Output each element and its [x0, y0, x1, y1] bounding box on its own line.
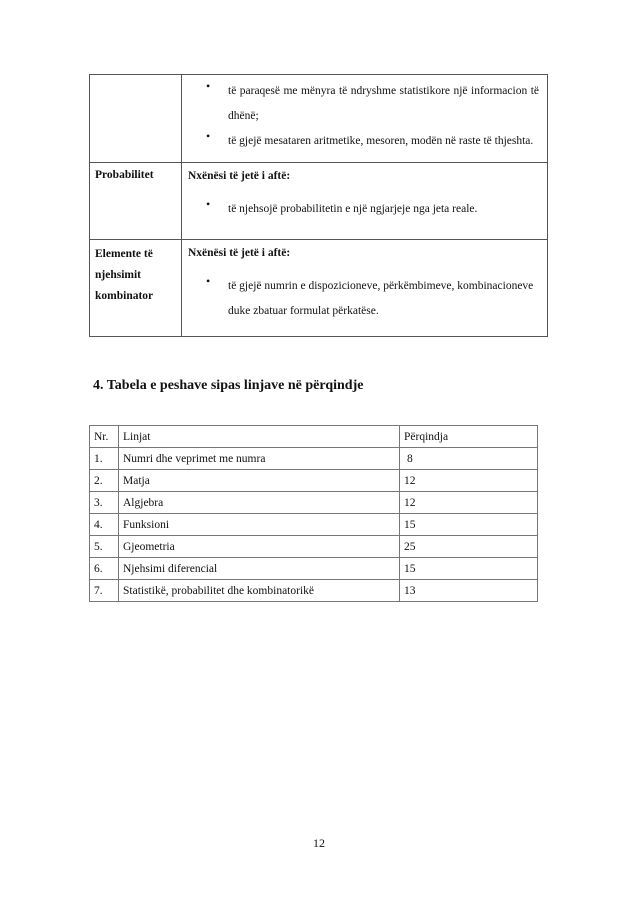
row-line: Matja: [119, 470, 400, 492]
competence-row-combinatorics: [90, 240, 548, 337]
row-number: 7.: [90, 580, 119, 602]
row-line: Funksioni: [119, 514, 400, 536]
bullet-item: [188, 79, 539, 129]
competence-row-statistics: [90, 75, 548, 163]
row-number: 2.: [90, 470, 119, 492]
table-row: [90, 470, 538, 492]
bullet-icon: •: [206, 274, 211, 288]
table-row: [90, 558, 538, 580]
row-number: 3.: [90, 492, 119, 514]
table-row: [90, 580, 538, 602]
row-line: Gjeometria: [119, 536, 400, 558]
competence-content-cell: [182, 240, 548, 337]
bullet-text: të gjejë numrin e dispozicioneve, përkëmbimeve, kombinacioneve duke zbatuar formulat përkatëse.: [228, 280, 534, 317]
header-nr: Nr.: [90, 426, 119, 448]
row-percent: 13: [400, 580, 538, 602]
row-label: Probabilitet: [90, 163, 182, 240]
empty-label-cell: [90, 75, 182, 163]
intro-text: Nxënësi të jetë i aftë:: [188, 247, 291, 259]
table-row: [90, 448, 538, 470]
table-row: [90, 514, 538, 536]
bullet-item: [188, 129, 539, 154]
bullet-icon: •: [206, 79, 211, 93]
page-number: 12: [313, 836, 325, 850]
table-row: [90, 536, 538, 558]
row-line: Algjebra: [119, 492, 400, 514]
header-perqindja: Përqindja: [400, 426, 538, 448]
bullet-item: [188, 197, 539, 222]
competence-table: [89, 74, 548, 337]
label-line: Elemente të: [95, 248, 153, 260]
bullet-text: të njehsojë probabilitetin e një ngjarjeje nga jeta reale.: [228, 203, 478, 215]
competence-row-probability: [90, 163, 548, 240]
bullet-icon: •: [206, 129, 211, 143]
row-number: 4.: [90, 514, 119, 536]
section-heading: 4. Tabela e peshave sipas linjave në përqindje: [93, 378, 364, 393]
bullet-text: të gjejë mesataren aritmetike, mesoren, modën në raste të thjeshta.: [228, 135, 534, 147]
row-percent: 12: [400, 492, 538, 514]
bullet-icon: •: [206, 197, 211, 211]
row-line: Statistikë, probabilitet dhe kombinatorikë: [119, 580, 400, 602]
table-row: [90, 492, 538, 514]
competence-content-cell: [182, 75, 548, 163]
bullet-item: [188, 274, 539, 324]
label-line: njehsimit: [95, 269, 141, 281]
header-linjat: Linjat: [119, 426, 400, 448]
row-number: 6.: [90, 558, 119, 580]
weights-table: [89, 425, 538, 602]
row-percent: 25: [400, 536, 538, 558]
row-label: [90, 240, 182, 337]
competence-content-cell: [182, 163, 548, 240]
row-line: Numri dhe veprimet me numra: [119, 448, 400, 470]
row-line: Njehsimi diferencial: [119, 558, 400, 580]
bullet-text: të paraqesë me mënyra të ndryshme statistikore një informacion të dhënë;: [228, 85, 539, 122]
row-percent: 8: [400, 448, 538, 470]
row-number: 1.: [90, 448, 119, 470]
row-number: 5.: [90, 536, 119, 558]
row-percent: 15: [400, 514, 538, 536]
intro-text: Nxënësi të jetë i aftë:: [188, 170, 291, 182]
row-percent: 12: [400, 470, 538, 492]
label-line: kombinator: [95, 290, 154, 302]
row-percent: 15: [400, 558, 538, 580]
table-header-row: [90, 426, 538, 448]
